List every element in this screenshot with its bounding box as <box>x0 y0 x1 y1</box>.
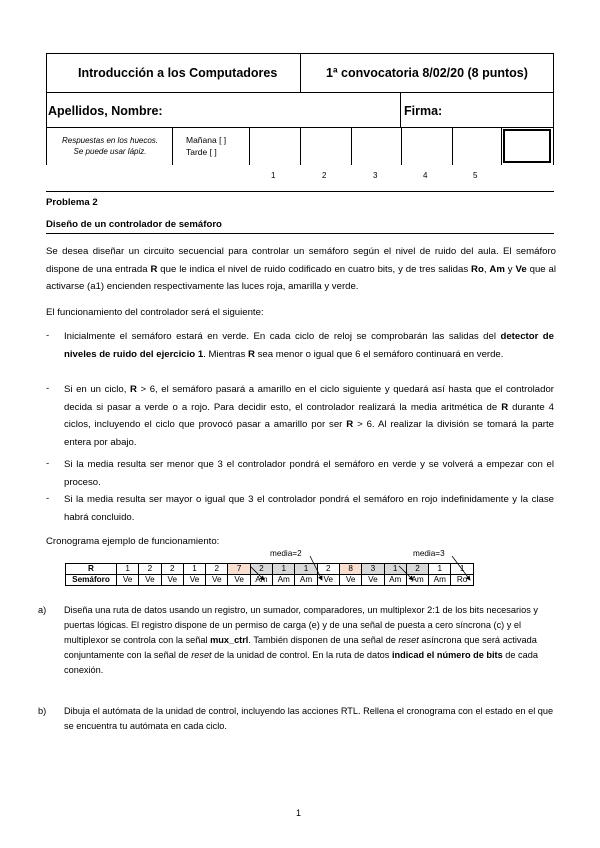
text: . También disponen de una señal de <box>248 635 399 645</box>
row-label: R <box>66 564 117 575</box>
r-cell: 2 <box>250 564 272 575</box>
text: de la unidad de control. En la ruta de datos <box>211 650 392 660</box>
r-cell: 7 <box>228 564 250 575</box>
question-letter: a) <box>38 605 47 615</box>
r-cell: 2 <box>317 564 339 575</box>
sem-cell: Am <box>250 575 272 586</box>
sem-cell: Am <box>273 575 295 586</box>
chrono-title: Cronograma ejemplo de funcionamiento: <box>46 536 220 547</box>
r-cell: 1 <box>273 564 295 575</box>
text: de cada conexión. <box>64 650 538 675</box>
column-number: 4 <box>423 171 428 180</box>
column-number: 2 <box>322 171 327 180</box>
text: Si en un ciclo, <box>64 384 131 395</box>
sem-cell: Ve <box>183 575 205 586</box>
r-cell: 1 <box>117 564 139 575</box>
bullet-dash: - <box>46 458 50 469</box>
afternoon-option[interactable]: Tarde [ ] <box>186 147 217 157</box>
row-label: Semáforo <box>66 575 117 586</box>
r-cell: 1 <box>384 564 406 575</box>
text-bold: detector de niveles de ruido del ejercicio 1 <box>64 331 554 360</box>
column-number: 1 <box>271 171 276 180</box>
arrow-to-am <box>399 566 413 580</box>
text: Inicialmente el semáforo estará en verde. En cada ciclo de reloj se comprobarán las salidas del <box>64 331 501 342</box>
r-cell: 1 <box>183 564 205 575</box>
text: Se desea diseñar un circuito secuencial para controlar un semáforo según el nivel de ruido del aula. El semáforo dispone de una entrada <box>46 246 556 275</box>
sem-cell: Ro <box>451 575 473 586</box>
r-cell: 2 <box>139 564 161 575</box>
text-italic: reset <box>398 635 419 645</box>
page-number: 1 <box>296 808 302 818</box>
bullet-item: Si la media resulta ser menor que 3 el controlador pondrá el semáforo en verde y se volverá a empezar con el proceso. <box>64 459 554 488</box>
text: sea menor o igual que 6 el semáforo continuará en verde. <box>254 348 504 360</box>
r-cell: 2 <box>406 564 428 575</box>
arrow-to-ve <box>310 556 322 580</box>
bullet-dash: - <box>46 493 50 504</box>
text: y <box>504 263 516 275</box>
signal-r: R <box>346 419 354 430</box>
r-cell: 8 <box>339 564 361 575</box>
course-title: Introducción a los Computadores <box>78 66 278 80</box>
text-bold: indicad el número de bits <box>391 650 503 660</box>
sem-cell: Am <box>406 575 428 586</box>
bullet-item: Si la media resulta ser mayor o igual que 3 el controlador pondrá el semáforo en rojo indefinidamente y la clase habrá concluido. <box>64 494 554 523</box>
sem-cell: Ve <box>317 575 339 586</box>
bullet-dash: - <box>46 383 50 394</box>
arrow-to-am <box>250 566 264 580</box>
sem-cell: Ve <box>206 575 228 586</box>
problem-subtitle: Diseño de un controlador de semáforo <box>46 219 222 230</box>
morning-option[interactable]: Mañana [ ] <box>186 135 227 145</box>
r-cell: 2 <box>206 564 228 575</box>
sem-cell: Ve <box>339 575 361 586</box>
question-letter: b) <box>38 706 47 716</box>
signal-mux-ctrl: mux_ctrl <box>210 635 249 645</box>
text: que al activarse (a1) encienden respectivamente las luces roja, amarilla y verde. <box>46 263 556 292</box>
r-cell: 1 <box>429 564 451 575</box>
instructions-line: Se puede usar lápiz. <box>73 147 147 156</box>
text: Diseña una ruta de datos usando un registro, un sumador, comparadores, un multiplexor 2:1 de los bits necesarios y puertas lógicas. El registro dispone de un permiso de carga (e) y de una señal de puesta a cero síncrona (c) y el multiplexor se controla con la señal <box>64 605 538 645</box>
text: durante 4 ciclos, incluyendo el ciclo que provocó pasar a amarillo por ser <box>64 401 554 430</box>
r-cell: 3 <box>362 564 384 575</box>
r-cell: 1 <box>451 564 473 575</box>
text-italic: reset <box>191 650 212 660</box>
r-cell: 2 <box>161 564 183 575</box>
sem-cell: Am <box>429 575 451 586</box>
r-cell: 1 <box>295 564 317 575</box>
sem-cell: Ve <box>139 575 161 586</box>
text: que le indica el nivel de ruido codificado en cuatro bits, y de tres salidas <box>157 263 472 275</box>
text: , <box>483 263 490 275</box>
sem-cell: Ve <box>161 575 183 586</box>
instructions-line: Respuestas en los huecos. <box>61 136 159 145</box>
functioning-intro: El funcionamiento del controlador será el siguiente: <box>46 307 264 318</box>
text: > 6. Al realizar la división se tomará la parte entera por abajo. <box>64 419 554 448</box>
name-field-label: Apellidos, Nombre: <box>48 104 163 118</box>
exam-title: 1ª convocatoria 8/02/20 (8 puntos) <box>326 66 528 80</box>
bullet-dash: - <box>46 330 50 341</box>
sem-cell: Am <box>384 575 406 586</box>
text: . Mientras <box>203 348 248 360</box>
signal-ro: Ro <box>471 263 484 275</box>
sem-cell: Ve <box>117 575 139 586</box>
signal-am: Am <box>489 263 505 275</box>
signature-field-label: Firma: <box>404 104 443 118</box>
signal-r: R <box>501 401 509 413</box>
text: > 6, el semáforo pasará a amarillo en el ciclo siguiente y quedará así hasta que el controlador decida si pasar a verde o a rojo. Para decidir esto, el controlador realizará la media aritmética de <box>64 384 554 413</box>
question-b: Dibuja el autómata de la unidad de control, incluyendo las acciones RTL. Rellena el cronograma con el estado en el que se encuentra tu autómata en cada ciclo. <box>64 706 554 731</box>
signal-ve: Ve <box>515 263 527 275</box>
text: asíncrona que será activada conjuntamente con la señal de <box>64 635 537 660</box>
media-annotation: media=3 <box>413 549 445 558</box>
signal-r: R <box>247 348 255 360</box>
media-annotation: media=2 <box>270 549 302 558</box>
signal-r: R <box>130 384 137 395</box>
column-number: 3 <box>373 171 378 180</box>
sem-cell: Am <box>295 575 317 586</box>
sem-cell: Ve <box>362 575 384 586</box>
signal-r: R <box>150 263 158 275</box>
column-number: 5 <box>473 171 478 180</box>
sem-cell: Ve <box>228 575 250 586</box>
question-a <box>64 603 556 678</box>
problem-title: Problema 2 <box>46 197 98 208</box>
arrow-to-ro <box>452 556 470 580</box>
